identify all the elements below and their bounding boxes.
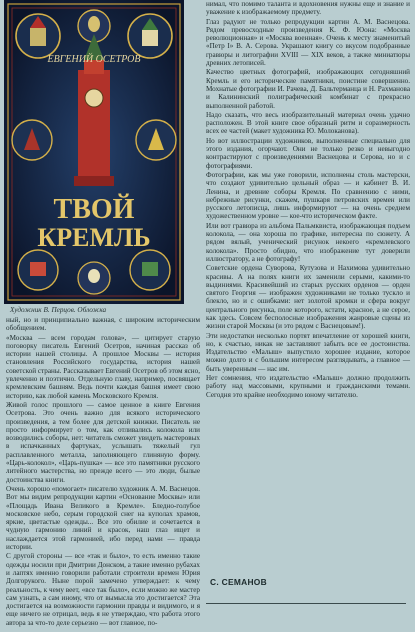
paragraph: Фотографии, как мы уже говорили, исполнены столь мастерски, что создают удивительно цельный образ — и кабинет В. И. Ленина, и древние соборы Кремля. По сравнению с ними, небрежные рисунки, скажем, пушкаря петровских времен или русского летописца, лишь информируют — на очень среднем художественном уровне — кое-что историческом факте. <box>206 170 410 221</box>
paragraph: Советские ордена Суворова, Кутузова и Нахимова удивительно красивы. А на полях книги их заменили серыми, какими-то выдиниями. Красивейший из старых русских орденов — орден святого Георгия — изображен художниками не только тускло и блекло, но и с ошибками: нет золотой кромки и сфера вокруг центрального рисунка, поле которого, кстати, красное, а не серое, как здесь. Совсем бесполосные изображения жанровые сцены из жизни старой Москвы (и это рядом с Васнецовым!). <box>206 264 410 331</box>
medallion-bottom-left <box>18 250 58 290</box>
paragraph: Эти недостатки несколько портят впечатление от хорошей книги, но, к счастью, никак не заставляют забыть все ее достоинства. Издательство «Малыш» выпустило хорошее издание, которое можно долго и с большим интересом разглядывать, а главное — быть уверенным — нас им. <box>206 331 410 373</box>
cover-title-line-2: КРЕМЛЬ <box>37 223 151 252</box>
medallion-top-right <box>128 14 172 58</box>
cover-author: ЕВГЕНИЙ ОСЕТРОВ <box>47 54 141 65</box>
book-cover-illustration <box>4 0 184 304</box>
paragraph: С другой стороны — все «так и было», то есть именно такие одежды носили при Дмитрии Донском, а такие именно рубахах и лаптях именно говорили работали строители времен Юрия Долгорукого. Ныне порой замечено утверждает: к чему реальность, к чему веет, «все так было», если можно же мастер сам узнать, а сам иному, что от вымысла это достигается? Эта достигается на возможности гармонии правды и видимого, и я еще ничего не отрицал, ведь я не утверждаю, что работа этого автора за что-то деле серьезно — вот главное, по- <box>6 552 200 627</box>
paragraph: Качество цветных фотографий, изображающих сегодняшний Кремль и его исторические памятники, поистине совершенно. Мохнатые фотографии И. Рачева, Д. Бальтерманца и Н. Рахманова и Калининский полиграфический комбинат с прекрасно выполненной работой. <box>206 68 410 110</box>
paragraph: ный, но и принципиально важная, с широким историческим обобщением. <box>6 316 200 333</box>
divider-rule <box>206 603 406 604</box>
medallion-mid-right <box>136 120 176 160</box>
paragraph: Или вот гравюра из альбома Пальмквиста, изображающая подъем колокола, — она хороша по графике, интересна по сюжету. А рядом вялый, ученический рисунок некоего «кремлевского колокола». Просто обидно, что изображение тут доверили иллюстратору, а не фотографу! <box>206 221 410 263</box>
left-column <box>4 0 201 632</box>
cover-title-line-1: ТВОЙ <box>53 194 135 225</box>
right-column-text <box>206 0 410 399</box>
paragraph: Нет сомнения, что издательство «Малыш» должно продолжить работу над массовыми, крупными и гражданскими темами. Сегодня это крайне необходимо юному читателю. <box>206 374 410 399</box>
medallion-mid-left <box>12 120 52 160</box>
cover-caption: Художник В. Перцов. Обложка <box>10 306 107 314</box>
medallion-bottom-right <box>130 250 170 290</box>
paragraph: Надо сказать, что весь изобразительный материал очень удачно расположен. В этой книге свое образный ритм и соразмерность всех ее частей (макет художника Ю. Молоканова). <box>206 110 410 136</box>
paragraph: Но вот иллюстрации художников, выполненные специально для этого издания, огорчают. Они не только резко и невыгодно контрастируют с произведениями Васнецова и Серова, но и с фотографиями. <box>206 136 410 170</box>
paragraph: Живой голос прошлого — самое ценное в книге Евгения Осетрова. Это очень важно для всякого исторического произведения, а тем более для детской книжки. Писатель не просто информирует о том, как отливались колокола или возводились соборы, нет: читатель сможет увидеть мастеровых в испачканных фартуках, услышать тяжелый гул расплавленного металла, заполняющего глиняную форму. «Царь-колокол», «Царь-пушка» — все это памятники русского литейного мастерства, но прежде всего — это люди, былые достоинства книги. <box>6 400 200 484</box>
cover-art-svg <box>4 0 184 304</box>
paragraph: нимал, что помимо таланта и вдохновения нужны еще и знание и уважение к изображаемому предмету. <box>206 0 410 17</box>
paragraph: «Москва — всем городам голова», — цитирует старую поговорку писатель Евгений Осетров, начиная рассказ об истории нашей столицы. А прошлое Москвы — история становления Российского государства, история нашей советской страны. Рассказывает Евгений Осетров об этом ясно, увлеченно и поэтично. Отдельную главу, например, посвящает кремлевским башням. Ведь почти каждая башня имеет свою историю, как любой камень Московского Кремля. <box>6 333 200 400</box>
author-signature: С. СЕМАНОВ <box>210 577 267 587</box>
paragraph: Очень хорошо «помогает» писателю художник А. М. Васнецов. Вот мы видим репродукции картин «Основание Москвы» или «Площадь Ивана Великого в Кремле». Бледно-голубое московское небо, серым городской снег на куполах храмов, яркие, цветастые одежды... Все это обилие и сочетается в чудную гармонию линий и красок, наш глаз ищет и наслаждается этой гармонией, ибо перед нами — правда истории. <box>6 484 200 552</box>
left-column-text <box>6 316 200 627</box>
medallion-bottom-center <box>78 262 110 294</box>
medallion-top-left <box>16 14 60 58</box>
paragraph: Глаз радуют не только репродукции картин А. М. Васнецова. Рядом превосходные произведения К. Ф. Юона: «Москва революционная» и «Москва военная». Очень к месту знаменитый «Петр I» В. А. Серова. Украшают книгу со вкусом подобранные гравюры и литографии XVIII — XIX веков, а также миниатюры древних летописей. <box>206 17 410 68</box>
